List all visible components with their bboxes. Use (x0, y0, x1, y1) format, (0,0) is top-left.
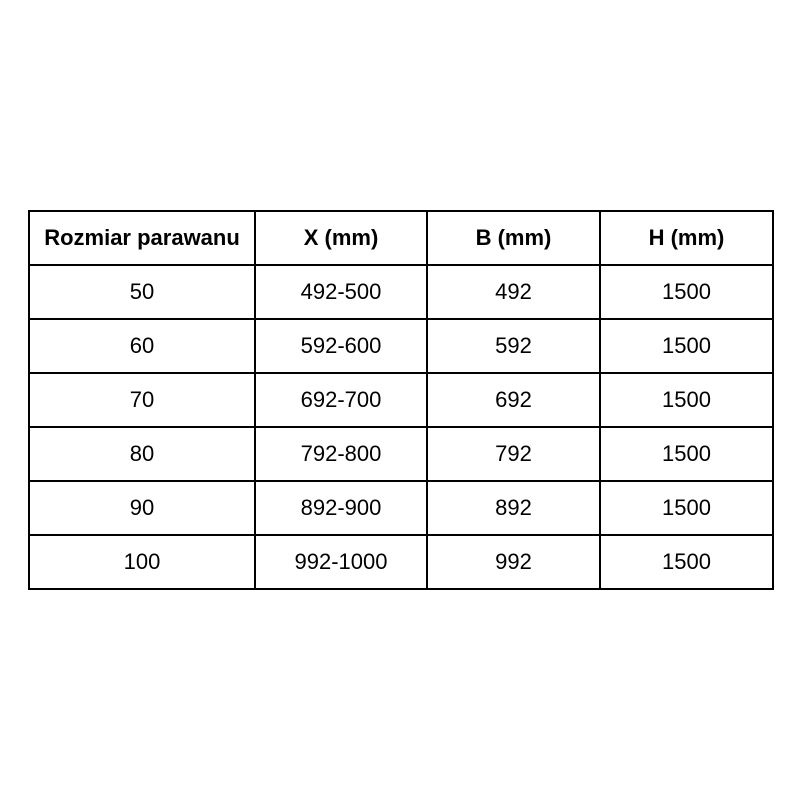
table-row (29, 319, 773, 373)
table-row (29, 481, 773, 535)
table-cell: 50 (29, 265, 255, 319)
table-row (29, 427, 773, 481)
size-spec-table (28, 210, 774, 590)
table-cell: 492 (427, 265, 600, 319)
table-cell: 1500 (600, 535, 773, 589)
table-row (29, 373, 773, 427)
table-cell: 592 (427, 319, 600, 373)
table-cell: 792-800 (255, 427, 427, 481)
table-cell: 792 (427, 427, 600, 481)
column-header: H (mm) (600, 211, 773, 265)
column-header: Rozmiar parawanu (29, 211, 255, 265)
table-cell: 492-500 (255, 265, 427, 319)
table-cell: 892 (427, 481, 600, 535)
table-row (29, 265, 773, 319)
table-cell: 992-1000 (255, 535, 427, 589)
table-cell: 1500 (600, 373, 773, 427)
table-cell: 992 (427, 535, 600, 589)
table-cell: 1500 (600, 319, 773, 373)
table-cell: 60 (29, 319, 255, 373)
table-cell: 592-600 (255, 319, 427, 373)
table-cell: 1500 (600, 427, 773, 481)
table-cell: 1500 (600, 481, 773, 535)
table-cell: 100 (29, 535, 255, 589)
table-cell: 90 (29, 481, 255, 535)
header-row (29, 211, 773, 265)
table-cell: 692 (427, 373, 600, 427)
table-cell: 70 (29, 373, 255, 427)
column-header: X (mm) (255, 211, 427, 265)
table-cell: 892-900 (255, 481, 427, 535)
table-row (29, 535, 773, 589)
column-header: B (mm) (427, 211, 600, 265)
table-cell: 80 (29, 427, 255, 481)
table-cell: 692-700 (255, 373, 427, 427)
table-cell: 1500 (600, 265, 773, 319)
